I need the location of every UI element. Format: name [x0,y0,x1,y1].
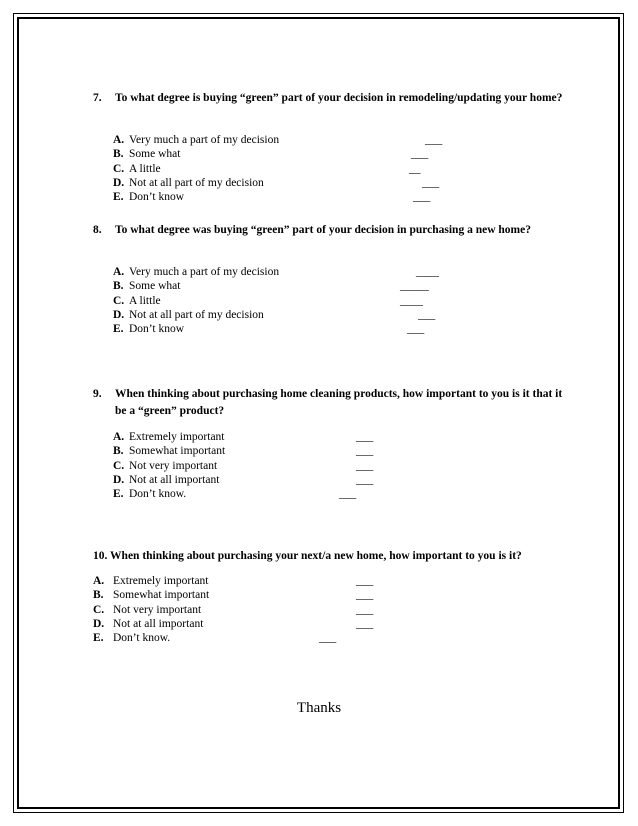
option-letter: C. [93,603,105,616]
option-letter: B. [113,148,124,161]
question-text: When thinking about purchasing home cleaning products, how important to you is it that it be a “green” product? [115,388,563,417]
option-c[interactable] [93,603,374,617]
option-text: A little [129,162,161,175]
option-letter: B. [93,589,104,602]
option-letter: A. [113,134,125,146]
question-10-options [93,574,374,645]
option-letter: E. [113,488,124,501]
option-text: Don’t know [129,323,185,336]
option-d[interactable] [113,176,440,190]
option-text: Don’t know. [129,488,187,501]
answer-blank[interactable]: ___ [418,308,436,321]
option-letter: E. [113,191,124,204]
question-text: To what degree was buying “green” part of your decision in purchasing a new home? [115,224,531,236]
option-letter: D. [93,617,105,630]
question-9-options [113,430,374,501]
option-text: Not very important [113,603,202,616]
option-e[interactable] [113,487,357,501]
question-9 [93,386,563,420]
question-10 [93,548,573,565]
option-e[interactable] [93,631,337,645]
answer-blank[interactable]: ___ [319,632,337,645]
answer-blank[interactable]: ___ [422,176,440,189]
option-b[interactable] [93,588,374,602]
question-number: 9. [93,388,102,400]
answer-blank[interactable]: ___ [339,488,357,501]
option-d[interactable] [93,617,374,631]
answer-blank[interactable]: ___ [356,473,374,486]
option-a[interactable] [113,133,443,147]
option-text: Not at all part of my decision [129,308,264,321]
answer-blank[interactable]: ___ [407,323,425,336]
option-text: Don’t know [129,191,185,204]
option-text: Not at all important [113,617,204,630]
option-letter: A. [113,266,125,278]
option-e[interactable] [113,322,425,336]
option-letter: D. [113,473,125,486]
option-text: Very much a part of my decision [129,266,280,278]
answer-blank[interactable]: ___ [425,134,443,146]
answer-blank[interactable]: ___ [356,617,374,630]
option-letter: C. [113,162,125,175]
question-7-options [113,133,443,204]
question-number: 10. [93,550,108,562]
question-7 [93,90,573,107]
option-text: Not at all part of my decision [129,176,264,189]
thanks-text: Thanks [296,700,342,716]
option-e[interactable] [113,190,431,204]
option-letter: B. [113,445,124,458]
answer-blank[interactable]: ___ [413,191,431,204]
option-text: Somewhat important [113,589,210,602]
answer-blank[interactable]: ___ [356,445,374,458]
option-text: Not very important [129,459,218,472]
answer-blank[interactable]: ____ [416,266,439,278]
answer-blank[interactable]: ____ [400,294,423,307]
question-text: When thinking about purchasing your next/a new home, how important to you is it? [110,550,522,562]
option-letter: D. [113,308,125,321]
option-letter: E. [113,323,124,336]
answer-blank[interactable]: ___ [356,589,374,602]
option-letter: A. [93,575,105,587]
answer-blank[interactable]: ___ [356,459,374,472]
option-a[interactable] [113,265,439,279]
option-c[interactable] [113,459,374,473]
option-a[interactable] [93,574,374,588]
option-b[interactable] [113,279,429,293]
option-letter: D. [113,176,125,189]
option-c[interactable] [113,162,421,176]
option-letter: B. [113,280,124,293]
option-d[interactable] [113,308,436,322]
option-text: Some what [129,148,181,161]
option-text: A little [129,294,161,307]
option-text: Don’t know. [113,632,171,645]
option-letter: C. [113,294,125,307]
answer-blank[interactable]: ___ [356,431,374,443]
question-8-options [113,265,439,336]
question-number: 7. [93,92,102,104]
question-text: To what degree is buying “green” part of your decision in remodeling/updating your home? [115,92,563,104]
option-a[interactable] [113,430,374,444]
question-number: 8. [93,224,102,236]
option-letter: A. [113,431,125,443]
option-text: Some what [129,280,181,293]
option-text: Very much a part of my decision [129,134,280,146]
option-text: Extremely important [113,575,209,587]
option-text: Extremely important [129,431,225,443]
option-letter: E. [93,632,104,645]
answer-blank[interactable]: _____ [400,280,429,293]
question-8 [93,222,573,239]
answer-blank[interactable]: ___ [356,603,374,616]
option-d[interactable] [113,473,374,487]
option-text: Not at all important [129,473,220,486]
option-b[interactable] [113,147,429,161]
answer-blank[interactable]: ___ [356,575,374,587]
answer-blank[interactable]: ___ [411,148,429,161]
option-c[interactable] [113,294,423,308]
answer-blank[interactable]: __ [409,162,421,175]
option-b[interactable] [113,444,374,458]
option-letter: C. [113,459,125,472]
option-text: Somewhat important [129,445,226,458]
